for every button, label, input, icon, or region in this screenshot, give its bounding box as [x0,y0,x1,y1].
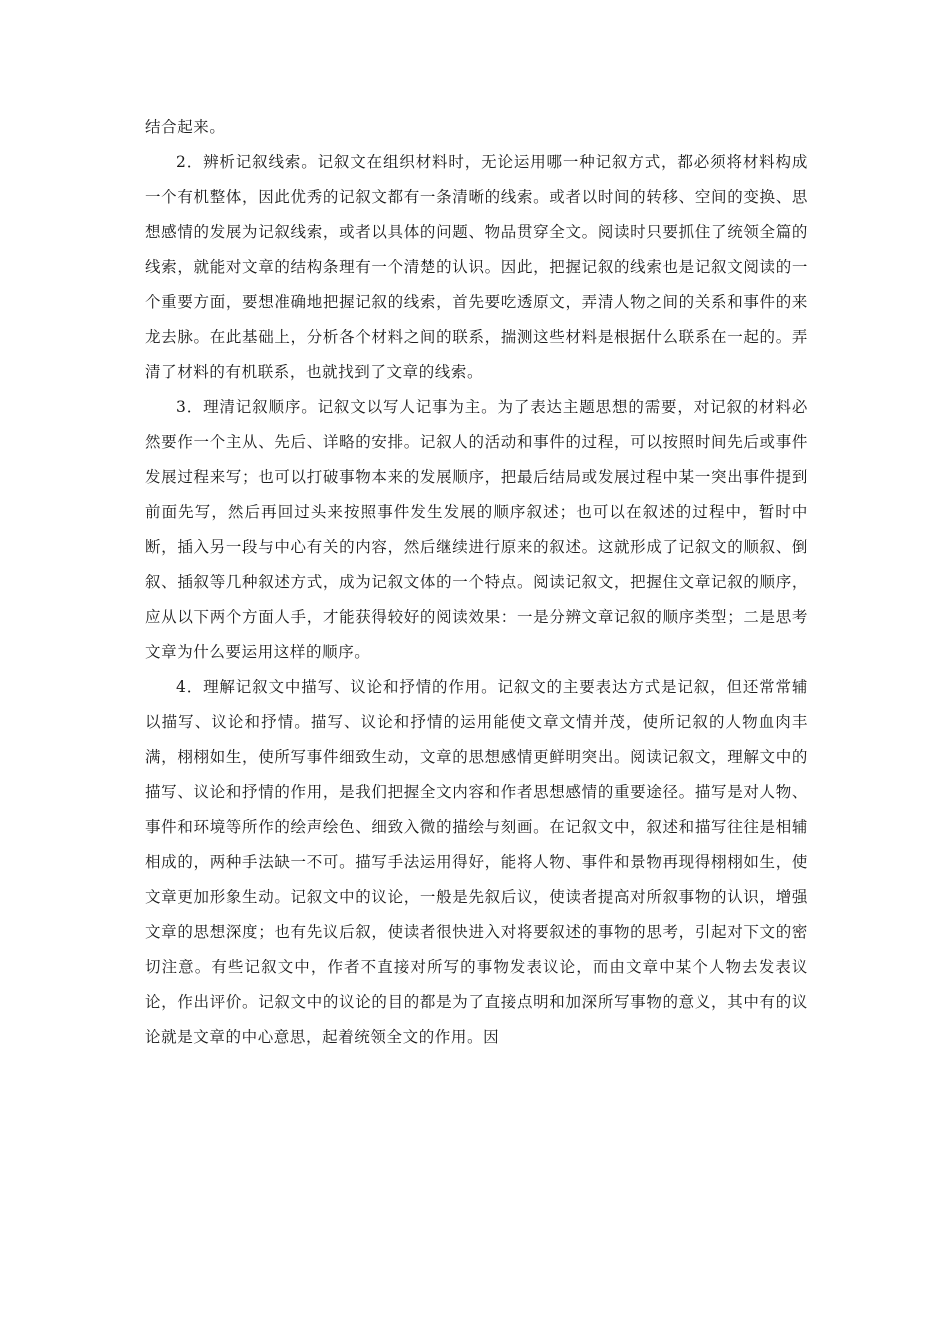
paragraph-continuation: 结合起来。 [145,118,226,136]
paragraph-description-argument-lyric: 4．理解记叙文中描写、议论和抒情的作用。记叙文的主要表达方式是记叙，但还常常辅以描写、议论和抒情。描写、议论和抒情的运用能使文章文情并茂，使所记叙的人物血肉丰满，栩栩如生，使所写事件细致生动，文章的思想感情更鲜明突出。阅读记叙文，理解文中的描写、议论和抒情的作用，是我们把握全文内容和作者思想感情的重要途径。描写是对人物、事件和环境等所作的绘声绘色、细致入微的描绘与刻画。在记叙文中，叙述和描写往往是相辅相成的，两种手法缺一不可。描写手法运用得好，能将人物、事件和景物再现得栩栩如生，使文章更加形象生动。记叙文中的议论，一般是先叙后议，使读者提高对所叙事物的认识，增强文章的思想深度；也有先议后叙，使读者很快进入对将要叙述的事物的思考，引起对下文的密切注意。有些记叙文中，作者不直接对所写的事物发表议论，而由文章中某个人物去发表议论，作出评价。记叙文中的议论的目的都是为了直接点明和加深所写事物的意义，其中有的议论就是文章的中心意思，起着统领全文的作用。因 [145,678,808,1046]
paragraph-narrative-order: 3．理清记叙顺序。记叙文以写人记事为主。为了表达主题思想的需要，对记叙的材料必然要作一个主从、先后、详略的安排。记叙人的活动和事件的过程，可以按照时间先后或事件发展过程来写；也可以打破事物本来的发展顺序，把最后结局或发展过程中某一突出事件提到前面先写，然后再回过头来按照事件发生发展的顺序叙述；也可以在叙述的过程中，暂时中断，插入另一段与中心有关的内容，然后继续进行原来的叙述。这就形成了记叙文的顺叙、倒叙、插叙等几种叙述方式，成为记叙文体的一个特点。阅读记叙文，把握住文章记叙的顺序，应从以下两个方面人手，才能获得较好的阅读效果：一是分辨文章记叙的顺序类型；二是思考文章为什么要运用这样的顺序。 [145,398,808,661]
document-page [145,110,808,1055]
paragraph-narrative-clues: 2．辨析记叙线索。记叙文在组织材料时，无论运用哪一种记叙方式，都必须将材料构成一个有机整体，因此优秀的记叙文都有一条清晰的线索。或者以时间的转移、空间的变换、思想感情的发展为记叙线索，或者以具体的问题、物品贯穿全文。阅读时只要抓住了统领全篇的线索，就能对文章的结构条理有一个清楚的认识。因此，把握记叙的线索也是记叙文阅读的一个重要方面，要想准确地把握记叙的线索，首先要吃透原文，弄清人物之间的关系和事件的来龙去脉。在此基础上，分析各个材料之间的联系，揣测这些材料是根据什么联系在一起的。弄清了材料的有机联系，也就找到了文章的线索。 [145,153,808,381]
